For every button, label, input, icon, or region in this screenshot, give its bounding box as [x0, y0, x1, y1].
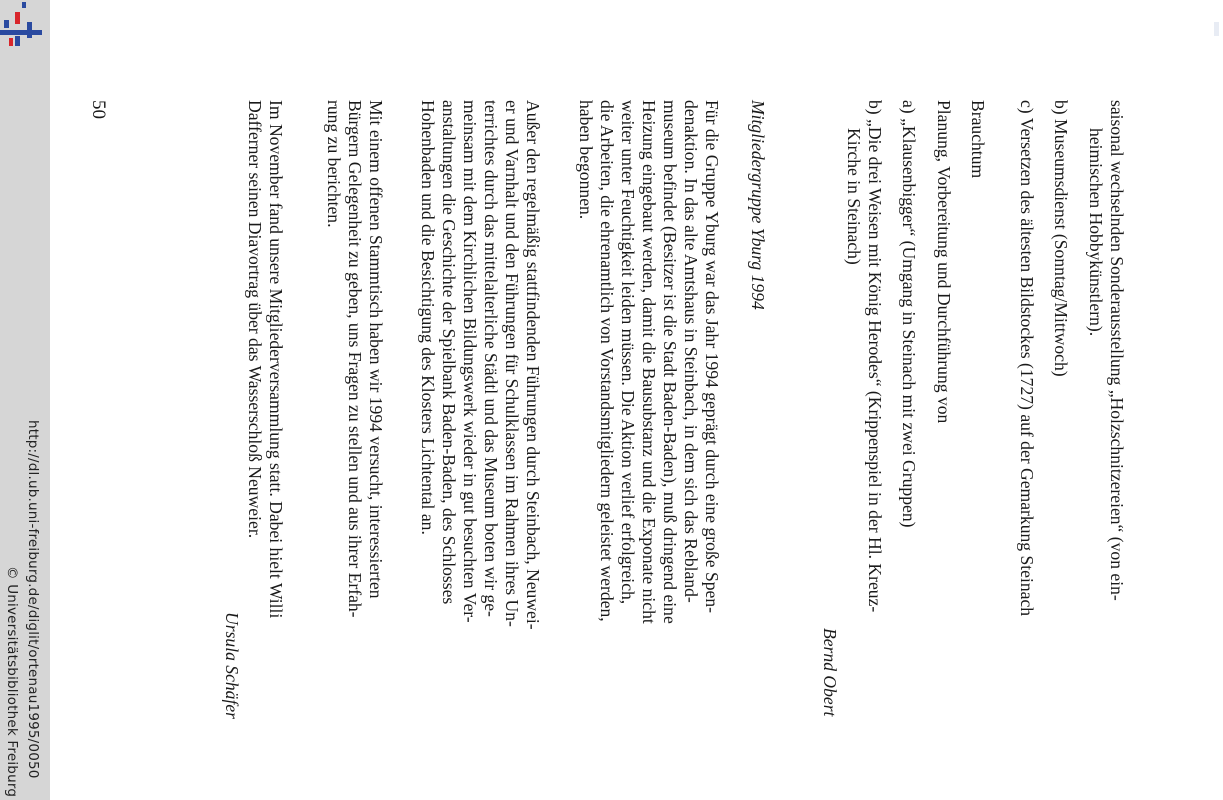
- text-line: b) Museumsdienst (Sonntag/Mittwoch): [1051, 100, 1071, 377]
- text-line: denaktion. In das alte Amtshaus in Steinbach, in dem sich das Rebland-: [681, 100, 701, 603]
- text-line: anstaltungen die Geschichte der Spielbank Baden-Baden, des Schlosses: [439, 100, 459, 605]
- text-line: meinsam mit dem Kirchlichen Bildungswerk wieder in gut besuchten Ver-: [460, 100, 480, 623]
- text-line: Mit einem offenen Stammtisch haben wir 1994 versucht, interessierten: [366, 100, 386, 599]
- text-line: rung zu berichten.: [324, 100, 344, 228]
- text-line: weiter unter Feuchtigkeit leiden müssen. Die Aktion verlief erfolgreich,: [618, 100, 638, 605]
- text-line: Im November fand unsere Mitgliederversammlung statt. Dabei hielt Willi: [266, 100, 286, 619]
- text-line: Für die Gruppe Yburg war das Jahr 1994 geprägt durch eine große Spen-: [702, 100, 722, 614]
- text-line: heimischen Hobbykünstlern).: [1086, 128, 1106, 337]
- text-line: Bürgern Gelegenheit zu geben, uns Fragen zu stellen und aus ihrer Erfah-: [345, 100, 365, 618]
- text-line: haben begonnen.: [576, 100, 596, 220]
- source-url[interactable]: http://dl.ub.uni-freiburg.de/diglit/ortenau1995/0050: [25, 420, 41, 779]
- text-line: Hohenbaden und die Besichtigung des Klosters Lichtental an.: [418, 100, 438, 535]
- text-line: Dafferner seinen Diavortrag über das Wasserschloß Neuweier.: [245, 100, 265, 539]
- section-heading: Mitgliedergruppe Yburg 1994: [748, 100, 768, 310]
- text-line: terrichtes durch das mittelalterliche Städtl und das Museum boten wir ge-: [481, 100, 501, 617]
- text-line: Außer den regelmäßig stattfindenden Führungen durch Steinbach, Neuwei-: [523, 100, 543, 630]
- text-line: Planung, Vorbereitung und Durchführung von: [934, 100, 954, 424]
- page-number: 50: [88, 100, 109, 119]
- copyright-notice: © Universitätsbibliothek Freiburg: [4, 566, 20, 798]
- text-line: museum befindet (Besitzer ist die Stadt Baden-Baden), muß dringend eine: [660, 100, 680, 624]
- text-line: saisonal wechselnden Sonderausstellung „Holzschnitzereien“ (von ein-: [1107, 100, 1127, 601]
- text-line: Heizung eingebaut werden, damit die Bausubstanz und die Exponate nicht: [639, 100, 659, 624]
- text-line: er und Varnhalt und den Führungen für Schulklassen im Rahmen ihres Un-: [502, 100, 522, 627]
- text-line: c) Versetzen des ältesten Bildstockes (1727) auf der Gemarkung Steinach: [1017, 100, 1037, 617]
- text-line: a) „Klausenbigger“ (Umgang in Steinach mit zwei Gruppen): [899, 100, 919, 528]
- text-line: b) „Die drei Weisen mit König Herodes“ (Krippenspiel in der Hl. Kreuz-: [865, 100, 885, 613]
- author-signature: Ursula Schäfer: [222, 612, 242, 720]
- section-heading: Brauchtum: [968, 100, 988, 179]
- author-signature: Bernd Obert: [820, 628, 840, 717]
- text-line: Kirche in Steinach): [844, 128, 864, 265]
- text-line: die Arbeiten, die ehrenamtlich von Vorstandsmitgliedern geleistet werden,: [597, 100, 617, 622]
